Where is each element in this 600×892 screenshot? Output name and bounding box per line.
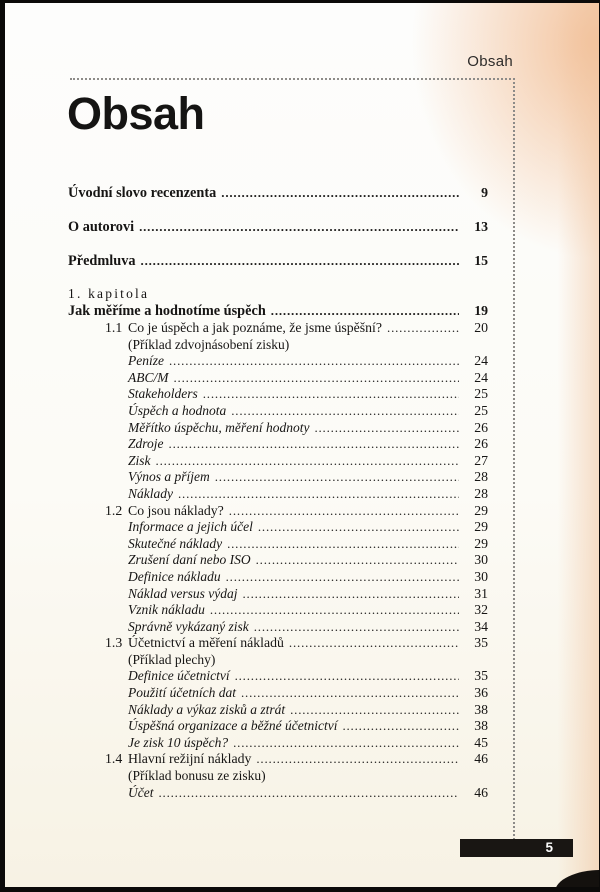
toc-entry-page: 28 bbox=[474, 469, 488, 485]
toc-leader-dots bbox=[235, 668, 459, 685]
toc-leader-dots bbox=[156, 453, 459, 470]
toc-entry-page: 46 bbox=[474, 784, 488, 800]
toc-entry-label: Účet bbox=[128, 784, 154, 800]
page-number: 5 bbox=[545, 840, 553, 855]
toc-entry-page: 19 bbox=[474, 303, 488, 318]
toc-leader-dots bbox=[256, 552, 459, 569]
toc-entry bbox=[68, 619, 488, 636]
toc-leader-dots bbox=[178, 486, 459, 503]
toc-entry-label: Co je úspěch a jak poznáme, že jsme úspěšní? bbox=[128, 320, 383, 335]
toc-entry-page: 24 bbox=[474, 353, 488, 369]
toc-entry-page: 26 bbox=[474, 419, 488, 435]
toc-entry-label: Použití účetních dat bbox=[128, 685, 236, 701]
toc-entry-page: 38 bbox=[474, 718, 488, 734]
toc-entry-label: Stakeholders bbox=[128, 386, 198, 402]
toc-entry-page: 13 bbox=[474, 219, 488, 234]
toc-entry bbox=[68, 386, 488, 403]
toc-leader-dots bbox=[229, 503, 459, 520]
toc-entry bbox=[68, 453, 488, 470]
toc-leader-dots bbox=[169, 436, 459, 453]
toc-entry-label: Předmluva bbox=[68, 253, 136, 269]
toc-entry-label: Je zisk 10 úspěch? bbox=[128, 734, 229, 750]
toc-entry-page: 28 bbox=[474, 485, 488, 501]
toc-entry bbox=[68, 302, 488, 320]
toc-entry-label: Náklad versus výdaj bbox=[128, 585, 238, 601]
toc-entry-label: Co jsou náklady? bbox=[128, 502, 224, 518]
toc-entry-number: 1.3 bbox=[105, 635, 123, 651]
toc-entry-page: 32 bbox=[474, 602, 488, 618]
toc-entry bbox=[68, 403, 488, 420]
toc-entry bbox=[68, 785, 488, 802]
page-number-bar bbox=[460, 839, 573, 857]
toc-leader-dots bbox=[271, 302, 459, 320]
page-title: Obsah bbox=[67, 88, 205, 139]
toc-entry bbox=[68, 685, 488, 702]
toc-leader-dots bbox=[169, 353, 459, 370]
toc-leader-dots bbox=[226, 569, 459, 586]
toc-entry-label: Zisk bbox=[128, 452, 151, 468]
toc-entry bbox=[68, 285, 488, 302]
toc-entry bbox=[68, 552, 488, 569]
toc-entry bbox=[68, 519, 488, 536]
toc-entry bbox=[68, 768, 488, 785]
toc-entry-label: Skutečné náklady bbox=[128, 535, 223, 551]
toc-entry-page: 25 bbox=[474, 402, 488, 418]
toc-leader-dots bbox=[174, 370, 460, 387]
toc-entry-label: Jak měříme a hodnotíme úspěch bbox=[68, 303, 266, 319]
running-header: Obsah bbox=[467, 53, 513, 70]
toc-entry-label: Definice nákladu bbox=[128, 568, 221, 584]
toc-entry bbox=[68, 420, 488, 437]
toc-entry bbox=[68, 718, 488, 735]
toc-entry-number: 1.1 bbox=[105, 320, 123, 335]
toc-entry-label: Úspěšná organizace a běžné účetnictví bbox=[128, 718, 338, 734]
toc-entry-page: 30 bbox=[474, 552, 488, 568]
toc-entry bbox=[68, 486, 488, 503]
toc-entry-label: Správně vykázaný zisk bbox=[128, 618, 249, 634]
book-corner-shadow bbox=[555, 870, 599, 887]
table-of-contents bbox=[68, 183, 488, 801]
toc-entry bbox=[68, 536, 488, 553]
toc-entry bbox=[68, 370, 488, 387]
toc-leader-dots bbox=[289, 635, 459, 652]
toc-entry bbox=[68, 735, 488, 752]
toc-leader-dots bbox=[231, 403, 459, 420]
toc-entry bbox=[68, 320, 488, 337]
toc-leader-dots bbox=[258, 519, 459, 536]
toc-leader-dots bbox=[342, 718, 459, 735]
toc-entry-number: 1.4 bbox=[105, 751, 123, 767]
toc-entry-label: Peníze bbox=[128, 353, 164, 369]
toc-entry-label: (Příklad bonusu ze zisku) bbox=[128, 768, 266, 784]
toc-entry bbox=[68, 586, 488, 603]
toc-entry-page: 46 bbox=[474, 751, 488, 767]
page-surface bbox=[5, 3, 599, 887]
toc-leader-dots bbox=[158, 785, 459, 802]
toc-entry bbox=[68, 569, 488, 586]
toc-entry-label: O autorovi bbox=[68, 219, 135, 235]
toc-entry-page: 25 bbox=[474, 386, 488, 402]
toc-leader-dots bbox=[241, 685, 459, 702]
toc-entry-page: 15 bbox=[474, 253, 488, 268]
toc-entry-page: 29 bbox=[474, 502, 488, 518]
toc-leader-dots bbox=[233, 735, 459, 752]
toc-entry bbox=[68, 751, 488, 768]
toc-entry-page: 29 bbox=[474, 535, 488, 551]
toc-entry bbox=[68, 602, 488, 619]
toc-entry bbox=[68, 353, 488, 370]
toc-entry bbox=[68, 217, 488, 236]
toc-entry-label: Hlavní režijní náklady bbox=[128, 751, 252, 767]
toc-entry-label: Výnos a příjem bbox=[128, 469, 210, 485]
toc-entry-label: ABC/M bbox=[128, 369, 169, 385]
toc-entry bbox=[68, 668, 488, 685]
toc-entry bbox=[68, 337, 488, 354]
toc-entry-page: 45 bbox=[474, 734, 488, 750]
toc-entry-label: Náklady bbox=[128, 485, 173, 501]
toc-entry-page: 30 bbox=[474, 568, 488, 584]
toc-entry-label: Měřítko úspěchu, měření hodnoty bbox=[128, 419, 310, 435]
toc-entry-page: 29 bbox=[474, 519, 488, 535]
toc-entry-page: 24 bbox=[474, 369, 488, 385]
toc-entry-label: Informace a jejich účel bbox=[128, 519, 253, 535]
toc-entry-label: (Příklad zdvojnásobení zisku) bbox=[128, 336, 290, 352]
toc-leader-dots bbox=[290, 702, 459, 719]
toc-leader-dots bbox=[387, 320, 459, 337]
toc-leader-dots bbox=[215, 469, 459, 486]
toc-leader-dots bbox=[254, 619, 459, 636]
toc-entry-page: 20 bbox=[474, 320, 488, 335]
toc-entry bbox=[68, 702, 488, 719]
toc-entry-page: 35 bbox=[474, 668, 488, 684]
toc-entry-label: 1. kapitola bbox=[68, 286, 150, 301]
toc-entry-label: Náklady a výkaz zisků a ztrát bbox=[128, 701, 286, 717]
toc-entry-page: 35 bbox=[474, 635, 488, 651]
toc-leader-dots bbox=[221, 183, 459, 202]
toc-entry-label: Účetnictví a měření nákladů bbox=[128, 635, 284, 651]
toc-leader-dots bbox=[203, 386, 459, 403]
toc-entry-label: (Příklad plechy) bbox=[128, 651, 216, 667]
toc-entry-page: 26 bbox=[474, 436, 488, 452]
toc-entry-page: 27 bbox=[474, 452, 488, 468]
toc-entry bbox=[68, 251, 488, 270]
toc-entry-page: 36 bbox=[474, 685, 488, 701]
toc-leader-dots bbox=[314, 420, 459, 437]
toc-entry-page: 34 bbox=[474, 618, 488, 634]
toc-entry-label: Zdroje bbox=[128, 436, 164, 452]
toc-leader-dots bbox=[256, 751, 459, 768]
toc-entry-number: 1.2 bbox=[105, 502, 123, 518]
toc-leader-dots bbox=[242, 586, 459, 603]
toc-entry-label: Vznik nákladu bbox=[128, 602, 205, 618]
toc-entry bbox=[68, 503, 488, 520]
toc-entry bbox=[68, 469, 488, 486]
toc-entry bbox=[68, 436, 488, 453]
toc-leader-dots bbox=[141, 251, 459, 270]
toc-leader-dots bbox=[227, 536, 459, 553]
toc-entry-page: 31 bbox=[474, 585, 488, 601]
toc-entry-label: Úspěch a hodnota bbox=[128, 402, 227, 418]
toc-leader-dots bbox=[210, 602, 459, 619]
toc-entry bbox=[68, 635, 488, 652]
toc-entry-page: 9 bbox=[481, 185, 488, 200]
toc-entry-label: Definice účetnictví bbox=[128, 668, 230, 684]
toc-entry-page: 38 bbox=[474, 701, 488, 717]
toc-entry bbox=[68, 652, 488, 669]
toc-entry-label: Zrušení daní nebo ISO bbox=[128, 552, 251, 568]
toc-leader-dots bbox=[139, 217, 459, 236]
toc-entry-label: Úvodní slovo recenzenta bbox=[68, 185, 217, 201]
toc-entry bbox=[68, 183, 488, 202]
